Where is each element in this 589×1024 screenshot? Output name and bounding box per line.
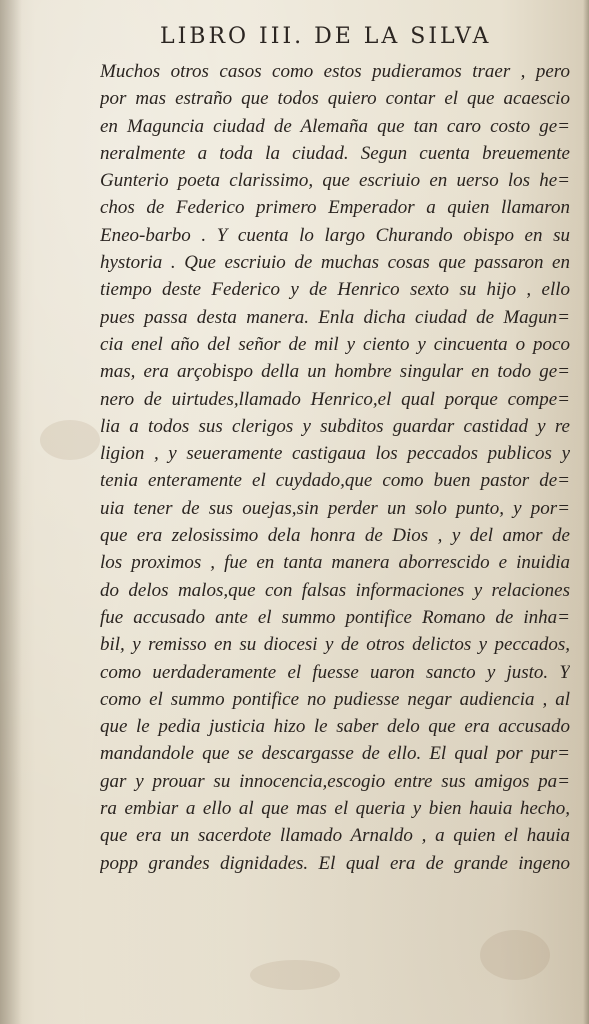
text-line: en Maguncia ciudad de Alemaña que tan caro costo ge= (100, 115, 570, 137)
text-line: mandandole que se descargasse de ello. El qual por pur= (100, 743, 570, 765)
spine-shadow (0, 0, 22, 1024)
text-line: chos de Federico primero Emperador a quien llamaron (100, 197, 570, 219)
text-line: ra embiar a ello al que mas el queria y bien hauia hecho, (100, 798, 570, 820)
text-line: uia tener de sus ouejas,sin perder un solo punto, y por= (100, 497, 570, 519)
text-line: los proximos , fue en tanta manera aborrescido e inuidia (100, 552, 570, 574)
text-line: Eneo-barbo . Y cuenta lo largo Churando obispo en su (100, 224, 570, 246)
text-line: mas, era arçobispo della un hombre singular en todo ge= (100, 361, 570, 383)
text-line: como el summo pontifice no pudiesse negar audiencia , al (100, 688, 570, 710)
text-line: como uerdaderamente el fuesse uaron sancto y justo. Y (100, 661, 570, 683)
text-line: que era zelosissimo dela honra de Dios , y del amor de (100, 525, 570, 547)
text-line: do delos malos,que con falsas informaciones y relaciones (100, 579, 570, 601)
text-line: pues passa desta manera. Enla dicha ciudad de Magun= (100, 306, 570, 328)
running-header: LIBRO III. DE LA SILVA (160, 24, 492, 49)
text-line: que era un sacerdote llamado Arnaldo , a quien el hauia (100, 825, 570, 847)
paper-stain (480, 930, 550, 980)
text-line: ligion , y seueramente castigaua los peccados publicos y (100, 443, 570, 465)
text-line: cia enel año del señor de mil y ciento y cincuenta o poco (100, 333, 570, 355)
text-line: Muchos otros casos como estos pudieramos traer , pero (100, 61, 570, 82)
text-line: gar y prouar su innocencia,escogio entre sus amigos pa= (100, 770, 570, 792)
text-line: fue accusado ante el summo pontifice Romano de inha= (100, 606, 570, 628)
text-line: neralmente a toda la ciudad. Segun cuenta breuemente (100, 142, 570, 164)
text-line: nero de uirtudes,llamado Henrico,el qual porque compe= (100, 388, 570, 410)
text-line: tiempo deste Federico y de Henrico sexto su hijo , ello (100, 279, 570, 301)
paper-stain (40, 420, 100, 460)
text-line: tenia enteramente el cuydado,que como buen pastor de= (100, 470, 570, 492)
paper-stain (250, 960, 340, 990)
text-line: que le pedia justicia hizo le saber delo que era accusado (100, 716, 570, 738)
text-line: popp grandes dignidades. El qual era de grande ingeno (100, 852, 570, 874)
page-edge-shadow (583, 0, 589, 1024)
text-line: por mas estraño que todos quiero contar el que acaescio (100, 88, 570, 110)
body-text (100, 58, 570, 877)
text-line: Gunterio poeta clarissimo, que escriuio en uerso los he= (100, 170, 570, 192)
text-line: bil, y remisso en su diocesi y de otros delictos y peccados, (100, 634, 570, 656)
text-line: hystoria . Que escriuio de muchas cosas que passaron en (100, 252, 570, 274)
text-line: lia a todos sus clerigos y subditos guardar castidad y re (100, 415, 570, 437)
